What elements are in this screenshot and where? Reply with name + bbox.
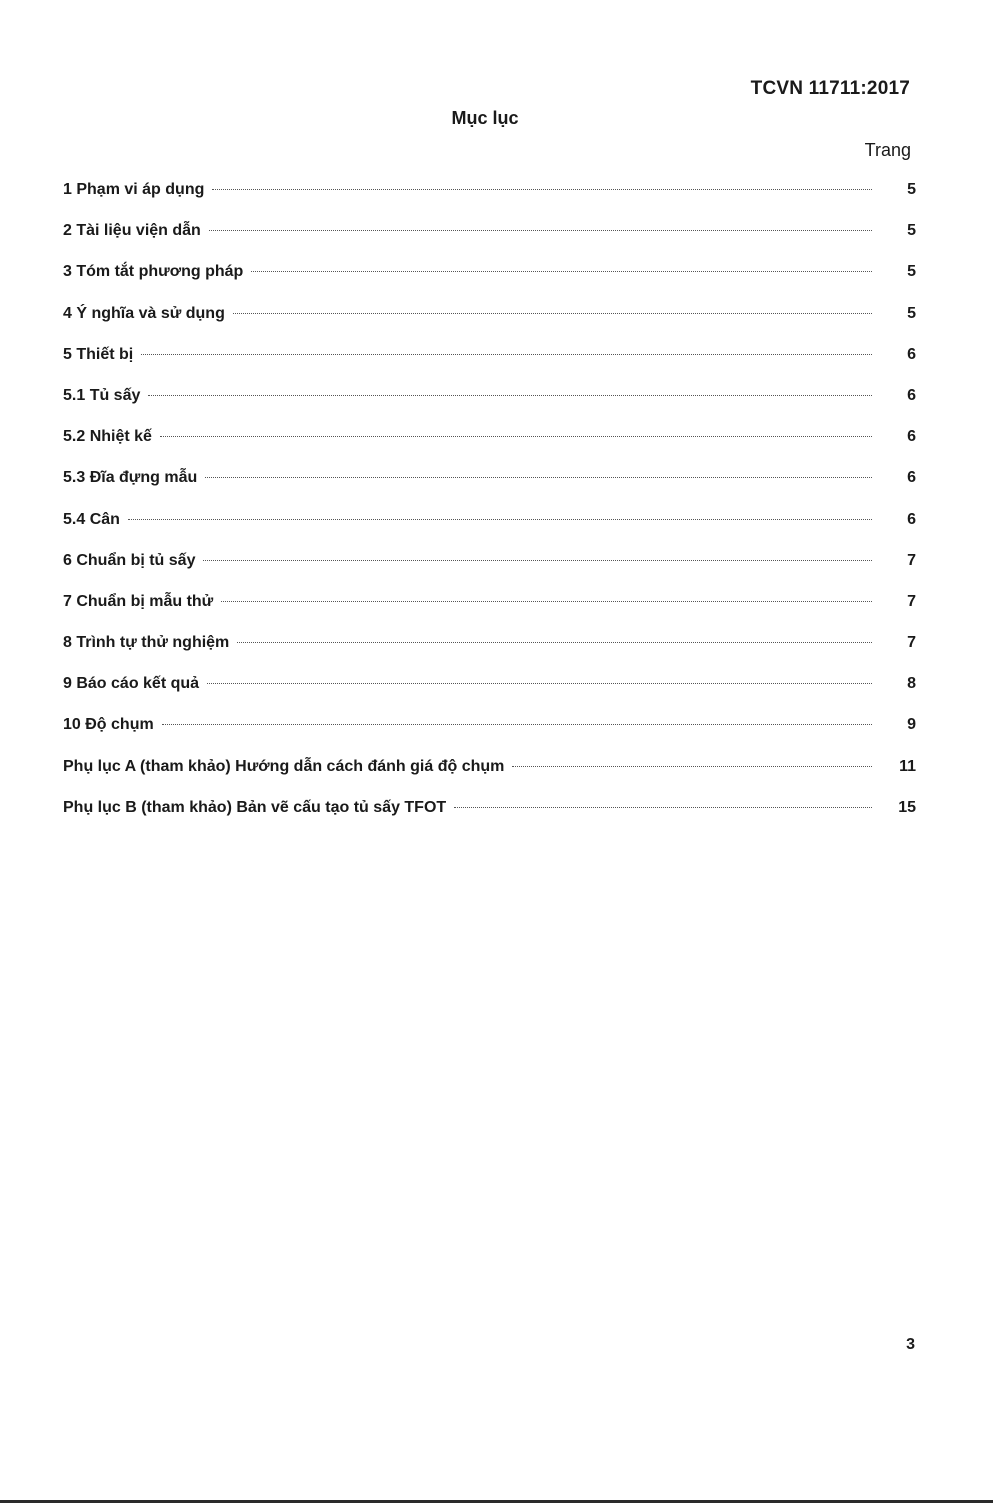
toc-entry-label: 5.2 Nhiệt kế bbox=[63, 428, 152, 446]
toc-entry-1[interactable] bbox=[63, 181, 916, 222]
toc-entry-label: Phụ lục A (tham khảo) Hướng dẫn cách đánh giá độ chụm bbox=[63, 757, 505, 775]
toc-entry-page: 6 bbox=[907, 469, 916, 487]
toc-entry-page: 9 bbox=[907, 716, 916, 734]
dot-leader bbox=[207, 683, 872, 684]
toc-entry-5[interactable] bbox=[63, 346, 916, 387]
toc-entry-page: 6 bbox=[907, 386, 916, 404]
toc-entry-label: 5.3 Đĩa đựng mẫu bbox=[63, 469, 198, 487]
dot-leader bbox=[454, 807, 872, 808]
toc-entry-6[interactable] bbox=[63, 552, 916, 593]
toc-entry-page: 6 bbox=[907, 428, 916, 446]
toc-entry-page: 7 bbox=[907, 551, 916, 569]
dot-leader bbox=[212, 189, 872, 190]
toc-entry-page: 5 bbox=[907, 181, 916, 198]
dot-leader bbox=[128, 519, 872, 520]
dot-leader bbox=[209, 230, 872, 231]
toc-entry-label: 10 Độ chụm bbox=[63, 716, 154, 734]
toc-entry-label: Phụ lục B (tham khảo) Bản vẽ cấu tạo tủ sấy TFOT bbox=[63, 798, 447, 816]
toc-entry-8[interactable] bbox=[63, 634, 916, 675]
toc-entry-5-1[interactable] bbox=[63, 387, 916, 428]
toc-entry-page: 7 bbox=[907, 592, 916, 610]
dot-leader bbox=[162, 724, 872, 725]
dot-leader bbox=[233, 313, 872, 314]
toc-entry-9[interactable] bbox=[63, 675, 916, 716]
toc-entry-page: 15 bbox=[898, 798, 916, 816]
toc-entry-page: 8 bbox=[907, 675, 916, 693]
dot-leader bbox=[205, 477, 872, 478]
toc-entry-3[interactable] bbox=[63, 263, 916, 304]
dot-leader bbox=[203, 560, 872, 561]
toc-entry-label: 8 Trình tự thử nghiệm bbox=[63, 634, 230, 652]
toc-entry-10[interactable] bbox=[63, 716, 916, 757]
toc-entry-label: 5.1 Tủ sấy bbox=[63, 386, 141, 404]
page-number: 3 bbox=[906, 1336, 915, 1353]
dot-leader bbox=[251, 271, 872, 272]
page-column-header: Trang bbox=[864, 140, 911, 160]
toc-entry-label: 1 Phạm vi áp dụng bbox=[63, 181, 205, 198]
toc-entry-4[interactable] bbox=[63, 305, 916, 346]
toc-entry-label: 5.4 Cân bbox=[63, 510, 120, 528]
toc-entry-annex-b[interactable] bbox=[63, 799, 916, 840]
toc-entry-label: 5 Thiết bị bbox=[63, 345, 134, 363]
toc-entry-page: 6 bbox=[907, 510, 916, 528]
dot-leader bbox=[160, 436, 872, 437]
dot-leader bbox=[512, 766, 872, 767]
toc-entry-page: 5 bbox=[907, 263, 916, 281]
toc-entry-page: 5 bbox=[907, 222, 916, 240]
toc-entry-label: 4 Ý nghĩa và sử dụng bbox=[63, 304, 225, 322]
dot-leader bbox=[237, 642, 872, 643]
toc-entry-label: 6 Chuẩn bị tủ sấy bbox=[63, 551, 196, 569]
toc-entry-page: 7 bbox=[907, 634, 916, 652]
table-of-contents bbox=[63, 181, 916, 840]
document-code: TCVN 11711:2017 bbox=[750, 78, 910, 99]
toc-entry-page: 5 bbox=[907, 304, 916, 322]
dot-leader bbox=[221, 601, 872, 602]
toc-entry-label: 3 Tóm tắt phương pháp bbox=[63, 263, 244, 281]
toc-entry-label: 2 Tài liệu viện dẫn bbox=[63, 222, 201, 240]
toc-entry-annex-a[interactable] bbox=[63, 758, 916, 799]
toc-entry-2[interactable] bbox=[63, 222, 916, 263]
toc-entry-5-2[interactable] bbox=[63, 428, 916, 469]
toc-entry-label: 9 Báo cáo kết quả bbox=[63, 675, 200, 693]
toc-entry-page: 11 bbox=[899, 757, 916, 775]
dot-leader bbox=[148, 395, 872, 396]
toc-entry-page: 6 bbox=[907, 345, 916, 363]
toc-entry-5-4[interactable] bbox=[63, 511, 916, 552]
dot-leader bbox=[141, 354, 872, 355]
toc-entry-7[interactable] bbox=[63, 593, 916, 634]
toc-entry-5-3[interactable] bbox=[63, 469, 916, 510]
toc-entry-label: 7 Chuẩn bị mẫu thử bbox=[63, 592, 214, 610]
toc-title: Mục lục bbox=[451, 108, 519, 128]
